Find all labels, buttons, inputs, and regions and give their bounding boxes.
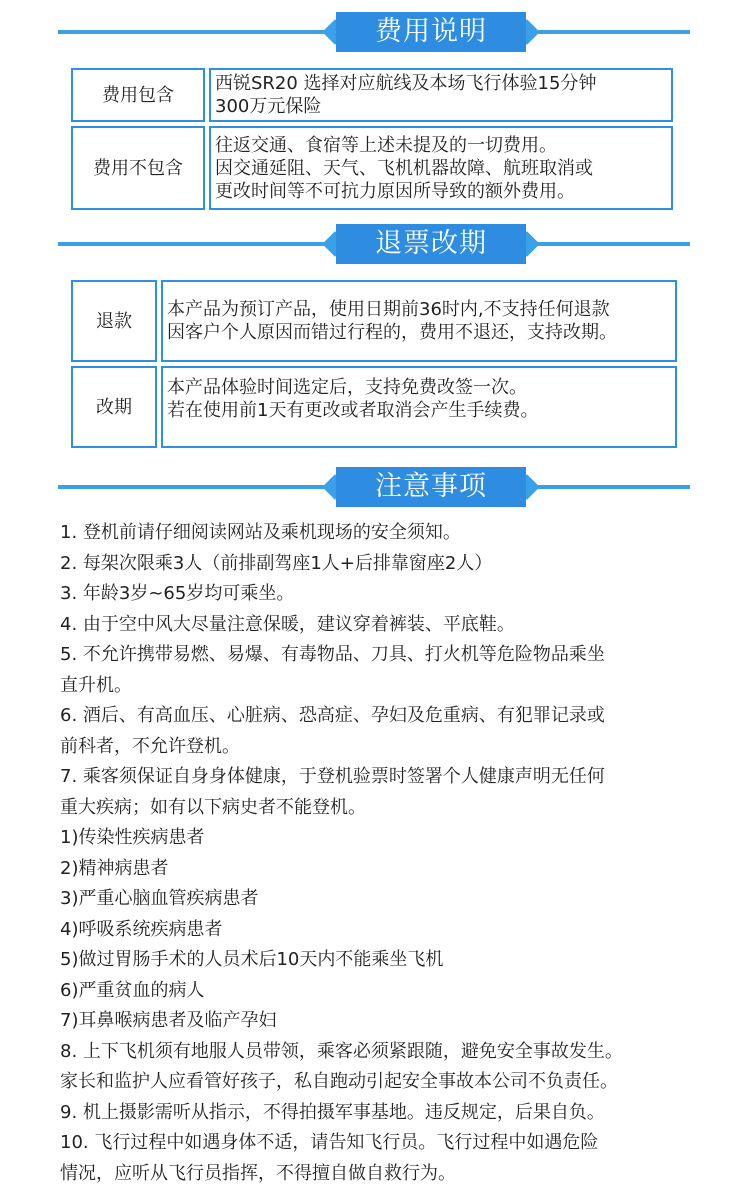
fees-included-label: 费用包含 — [71, 68, 205, 122]
change-label: 改期 — [71, 366, 157, 448]
note-line: 8. 上下飞机须有地服人员带领，乘客必须紧跟随，避免安全事故发生。 — [60, 1040, 623, 1062]
note-line: 5)做过胃肠手术的人员术后10天内不能乘坐飞机 — [60, 949, 444, 970]
note-line: 1. 登机前请仔细阅读网站及乘机现场的安全须知。 — [60, 522, 461, 543]
refund-row — [71, 280, 677, 362]
notes-section-header — [58, 467, 690, 507]
note-line: 9. 机上摄影需听从指示，不得拍摄军事基地。违反规定，后果自负。 — [60, 1101, 605, 1123]
note-line: 3. 年龄3岁~65岁均可乘坐。 — [60, 583, 295, 604]
notes-section-title: 注意事项 — [336, 467, 526, 507]
refund-table — [67, 276, 681, 452]
refund-content — [161, 280, 677, 362]
note-line: 10. 飞行过程中如遇身体不适，请告知飞行员。飞行过程中如遇危险 — [60, 1132, 599, 1153]
note-line: 情况，应听从飞行员指挥，不得擅自做自救行为。 — [60, 1162, 456, 1184]
fees-excluded-label: 费用不包含 — [71, 126, 205, 210]
fees-excluded-content — [209, 126, 673, 210]
note-line: 重大疾病；如有以下病史者不能登机。 — [60, 796, 366, 818]
refund-label: 退款 — [71, 280, 157, 362]
notes-list — [60, 518, 710, 1189]
fees-excluded-line: 因交通延阻、天气、飞机机器故障、航班取消或 — [215, 157, 593, 179]
change-content — [161, 366, 677, 448]
note-line: 5. 不允许携带易燃、易爆、有毒物品、刀具、打火机等危险物品乘坐 — [60, 644, 605, 665]
change-line: 本产品体验时间选定后，支持免费改签一次。 — [167, 377, 527, 398]
note-line: 7. 乘客须保证自身身体健康，于登机验票时签署个人健康声明无任何 — [60, 766, 605, 787]
note-line: 3)严重心脑血管疾病患者 — [60, 888, 259, 909]
fees-included-row — [71, 68, 673, 122]
note-line: 2. 每架次限乘3人（前排副驾座1人+后排靠窗座2人） — [60, 552, 493, 574]
fees-excluded-row — [71, 126, 673, 210]
refund-section-title: 退票改期 — [336, 224, 526, 264]
fees-excluded-line: 更改时间等不可抗力原因所导致的额外费用。 — [215, 180, 575, 202]
refund-line: 因客户个人原因而错过行程的，费用不退还，支持改期。 — [167, 322, 617, 343]
note-line: 6)严重贫血的病人 — [60, 979, 205, 1001]
note-line: 2)精神病患者 — [60, 857, 169, 879]
note-line: 直升机。 — [60, 674, 132, 696]
change-row — [71, 366, 677, 448]
fees-table — [67, 64, 677, 214]
fees-section-header — [58, 12, 690, 52]
refund-section-header — [58, 224, 690, 264]
note-line: 1)传染性疾病患者 — [60, 827, 205, 848]
fees-included-line: 300万元保险 — [215, 96, 322, 117]
refund-line: 本产品为预订产品，使用日期前36时内,不支持任何退款 — [167, 299, 610, 320]
fees-included-line: 西锐SR20 选择对应航线及本场飞行体验15分钟 — [215, 73, 597, 94]
fees-included-content — [209, 68, 673, 122]
note-line: 6. 酒后、有高血压、心脏病、恐高症、孕妇及危重病、有犯罪记录或 — [60, 705, 605, 726]
note-line: 4. 由于空中风大尽量注意保暖，建议穿着裤装、平底鞋。 — [60, 613, 515, 635]
change-line: 若在使用前1天有更改或者取消会产生手续费。 — [167, 400, 539, 421]
note-line: 前科者，不允许登机。 — [60, 735, 240, 757]
note-line: 7)耳鼻喉病患者及临产孕妇 — [60, 1010, 277, 1031]
note-line: 家长和监护人应看管好孩子，私自跑动引起安全事故本公司不负责任。 — [60, 1071, 618, 1092]
fees-section-title: 费用说明 — [336, 12, 526, 52]
note-line: 4)呼吸系统疾病患者 — [60, 918, 223, 940]
fees-excluded-line: 往返交通、食宿等上述未提及的一切费用。 — [215, 134, 557, 156]
